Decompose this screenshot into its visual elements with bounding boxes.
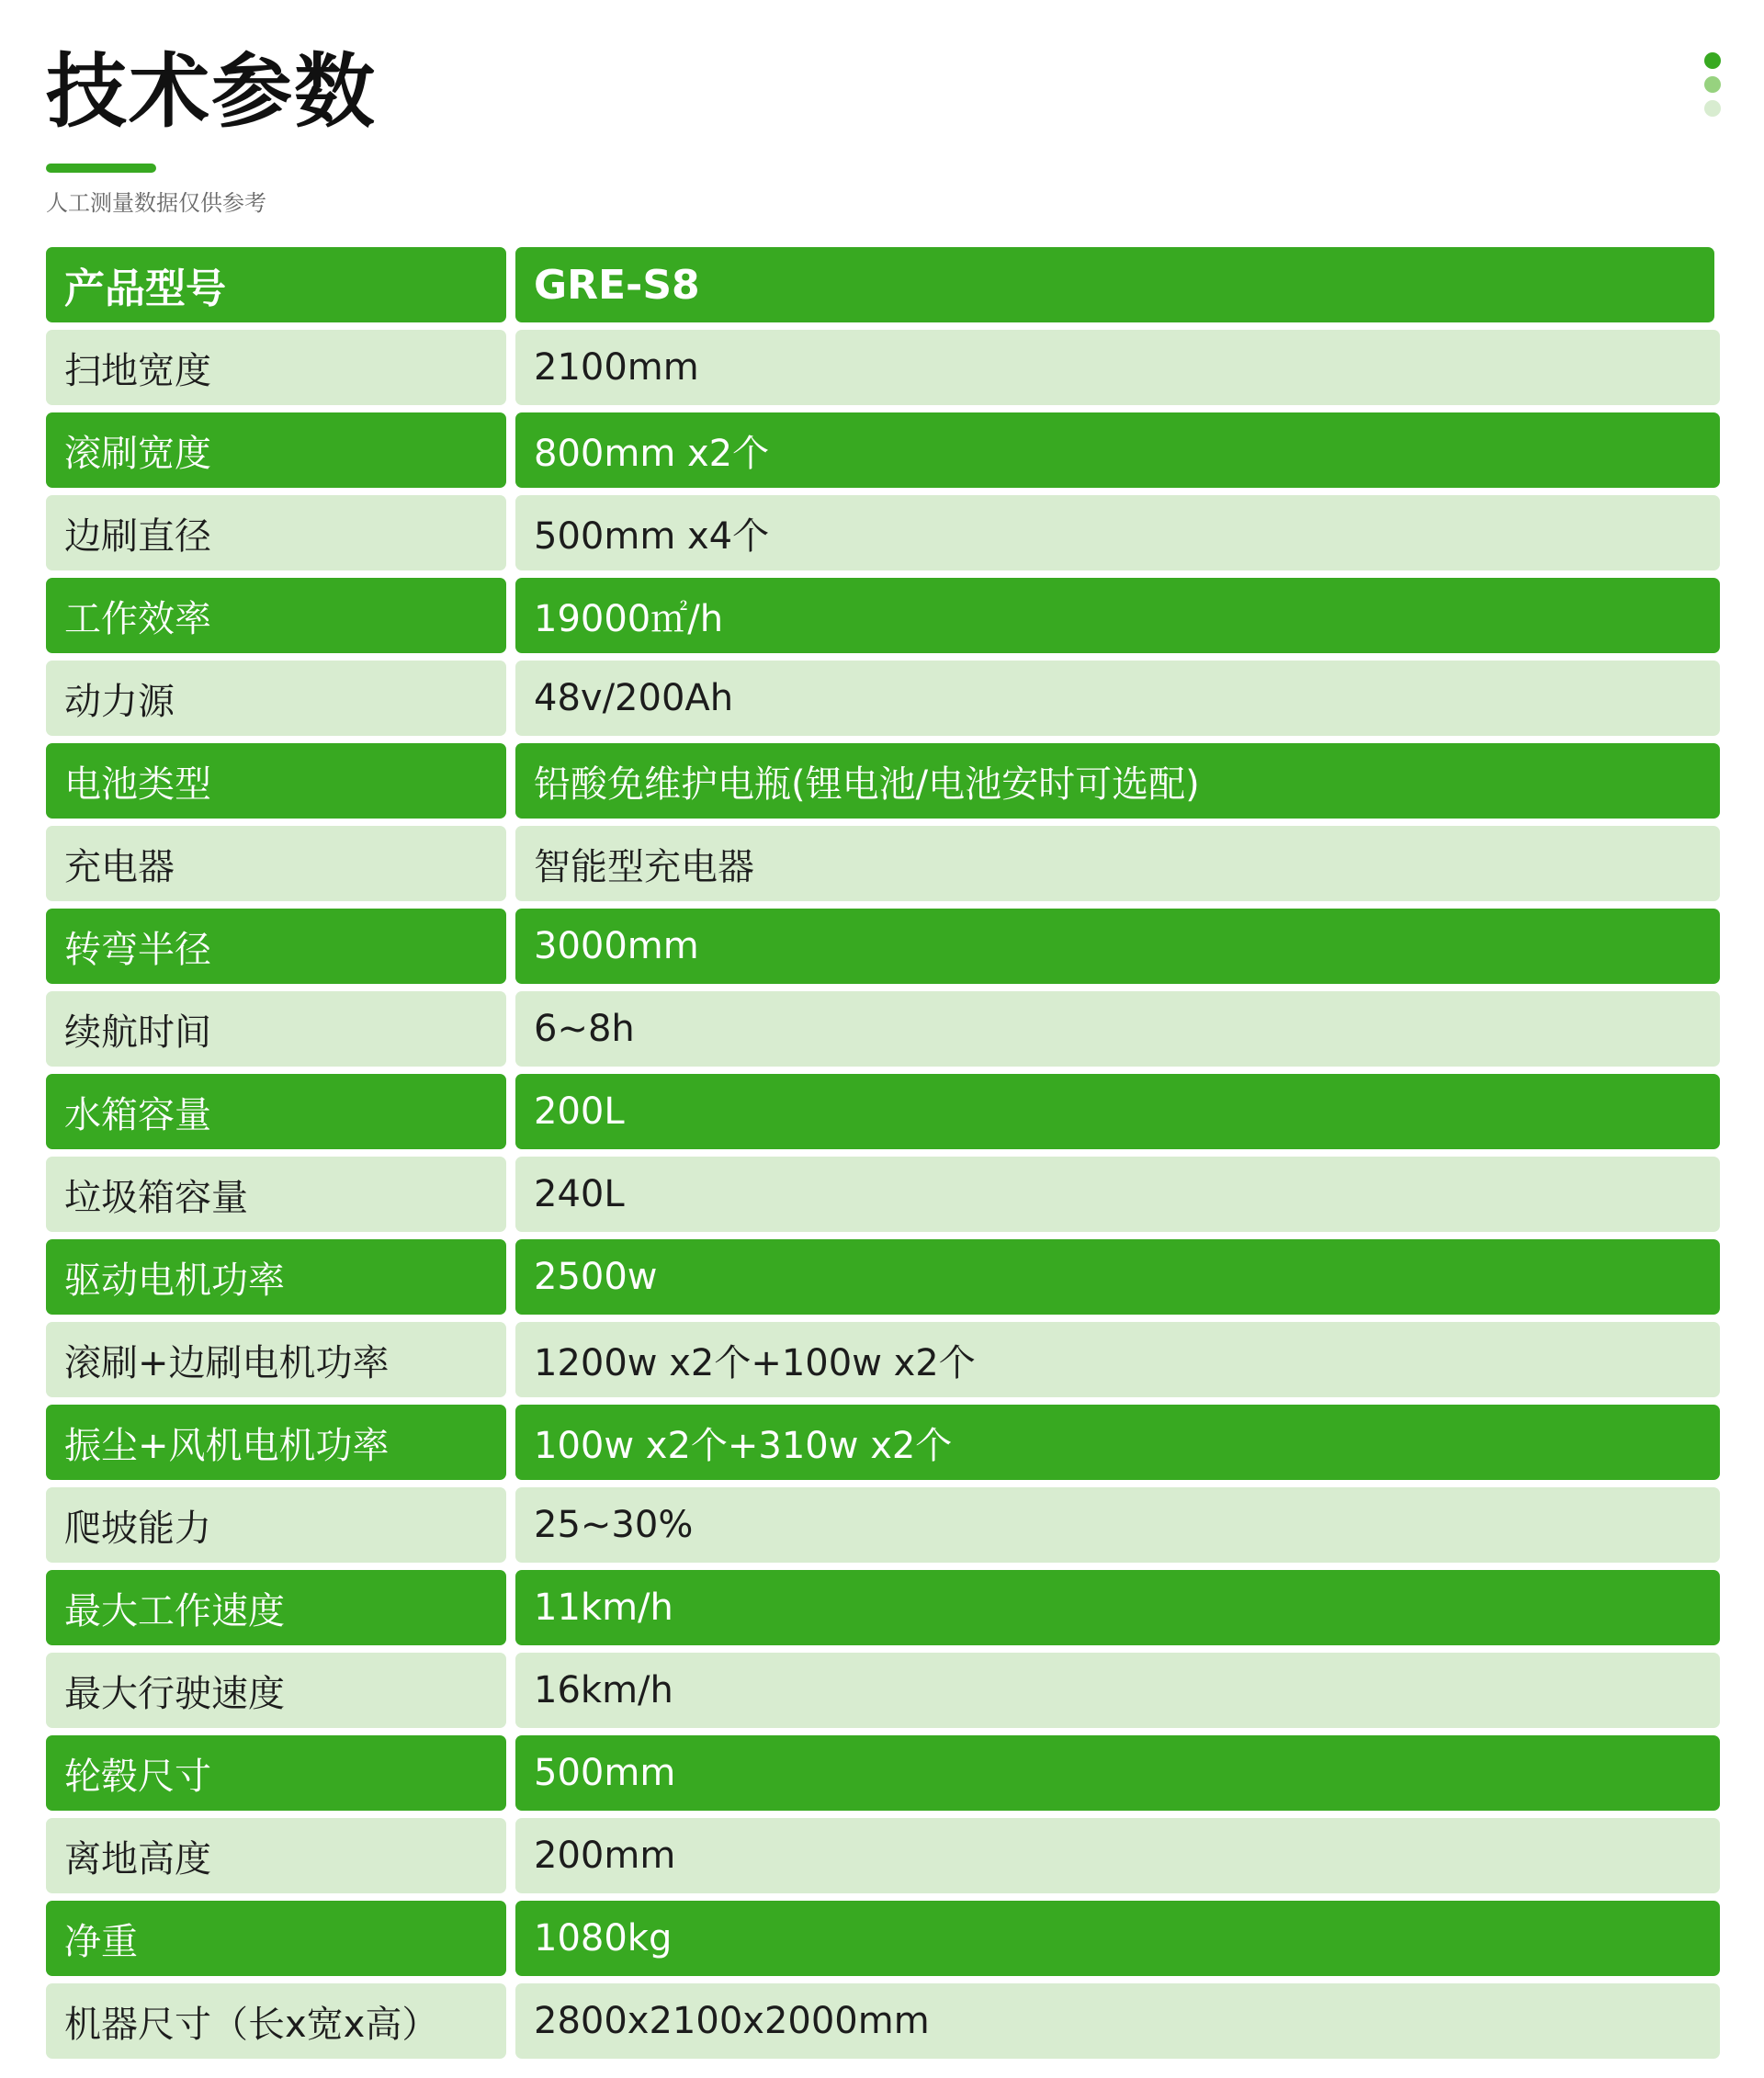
page-title: 技术参数 (46, 44, 378, 139)
spec-label: 动力源 (46, 661, 506, 736)
spec-row (46, 1818, 1720, 1893)
spec-row (46, 412, 1720, 488)
spec-label: 续航时间 (46, 991, 506, 1067)
spec-value: 11km/h (515, 1570, 1720, 1645)
decorative-dots (1704, 52, 1721, 124)
spec-rows (46, 330, 1720, 2059)
spec-label: 滚刷宽度 (46, 412, 506, 488)
spec-row (46, 1653, 1720, 1728)
dot-icon (1704, 52, 1721, 69)
spec-row (46, 1405, 1720, 1480)
title-underline (46, 164, 156, 173)
spec-value: 16km/h (515, 1653, 1720, 1728)
spec-label: 充电器 (46, 826, 506, 901)
dot-icon (1704, 100, 1721, 117)
spec-row (46, 661, 1720, 736)
spec-value: 1080kg (515, 1901, 1720, 1976)
spec-label: 工作效率 (46, 578, 506, 653)
spec-row (46, 1570, 1720, 1645)
spec-row (46, 1322, 1720, 1397)
spec-value: 800mm x2个 (515, 412, 1720, 488)
spec-row (46, 826, 1720, 901)
spec-value: 500mm (515, 1735, 1720, 1811)
spec-value: 铅酸免维护电瓶(锂电池/电池安时可选配) (515, 743, 1720, 819)
spec-label: 扫地宽度 (46, 330, 506, 405)
spec-row (46, 1487, 1720, 1563)
page-subtitle: 人工测量数据仅供参考 (46, 190, 266, 216)
spec-label: 驱动电机功率 (46, 1239, 506, 1315)
spec-label: 水箱容量 (46, 1074, 506, 1149)
spec-label: 净重 (46, 1901, 506, 1976)
spec-row (46, 1983, 1720, 2059)
header-value-cell: GRE-S8 (515, 247, 1714, 322)
spec-value: 19000㎡/h (515, 578, 1720, 653)
spec-label: 转弯半径 (46, 909, 506, 984)
spec-row (46, 1901, 1720, 1976)
spec-table-header (46, 247, 1720, 322)
spec-value: 500mm x4个 (515, 495, 1720, 570)
spec-row (46, 1074, 1720, 1149)
spec-value: 3000mm (515, 909, 1720, 984)
spec-value: 200mm (515, 1818, 1720, 1893)
spec-row (46, 1157, 1720, 1232)
spec-row (46, 1735, 1720, 1811)
spec-value: 48v/200Ah (515, 661, 1720, 736)
spec-label: 最大工作速度 (46, 1570, 506, 1645)
spec-row (46, 495, 1720, 570)
spec-value: 240L (515, 1157, 1720, 1232)
spec-label: 滚刷+边刷电机功率 (46, 1322, 506, 1397)
spec-label: 爬坡能力 (46, 1487, 506, 1563)
header-label-cell: 产品型号 (46, 247, 506, 322)
spec-label: 边刷直径 (46, 495, 506, 570)
spec-row (46, 743, 1720, 819)
spec-value: 2800x2100x2000mm (515, 1983, 1720, 2059)
spec-value: 6~8h (515, 991, 1720, 1067)
spec-label: 垃圾箱容量 (46, 1157, 506, 1232)
spec-value: 2100mm (515, 330, 1720, 405)
spec-value: 200L (515, 1074, 1720, 1149)
spec-label: 机器尺寸（长x宽x高） (46, 1983, 506, 2059)
spec-label: 离地高度 (46, 1818, 506, 1893)
dot-icon (1704, 76, 1721, 93)
spec-label: 轮毂尺寸 (46, 1735, 506, 1811)
spec-row (46, 578, 1720, 653)
spec-value: 25~30% (515, 1487, 1720, 1563)
spec-value: 智能型充电器 (515, 826, 1720, 901)
spec-value: 2500w (515, 1239, 1720, 1315)
spec-row (46, 991, 1720, 1067)
spec-value: 100w x2个+310w x2个 (515, 1405, 1720, 1480)
spec-row (46, 330, 1720, 405)
spec-row (46, 1239, 1720, 1315)
spec-label: 电池类型 (46, 743, 506, 819)
spec-table (46, 247, 1720, 2066)
spec-row (46, 909, 1720, 984)
spec-value: 1200w x2个+100w x2个 (515, 1322, 1720, 1397)
spec-label: 最大行驶速度 (46, 1653, 506, 1728)
spec-label: 振尘+风机电机功率 (46, 1405, 506, 1480)
